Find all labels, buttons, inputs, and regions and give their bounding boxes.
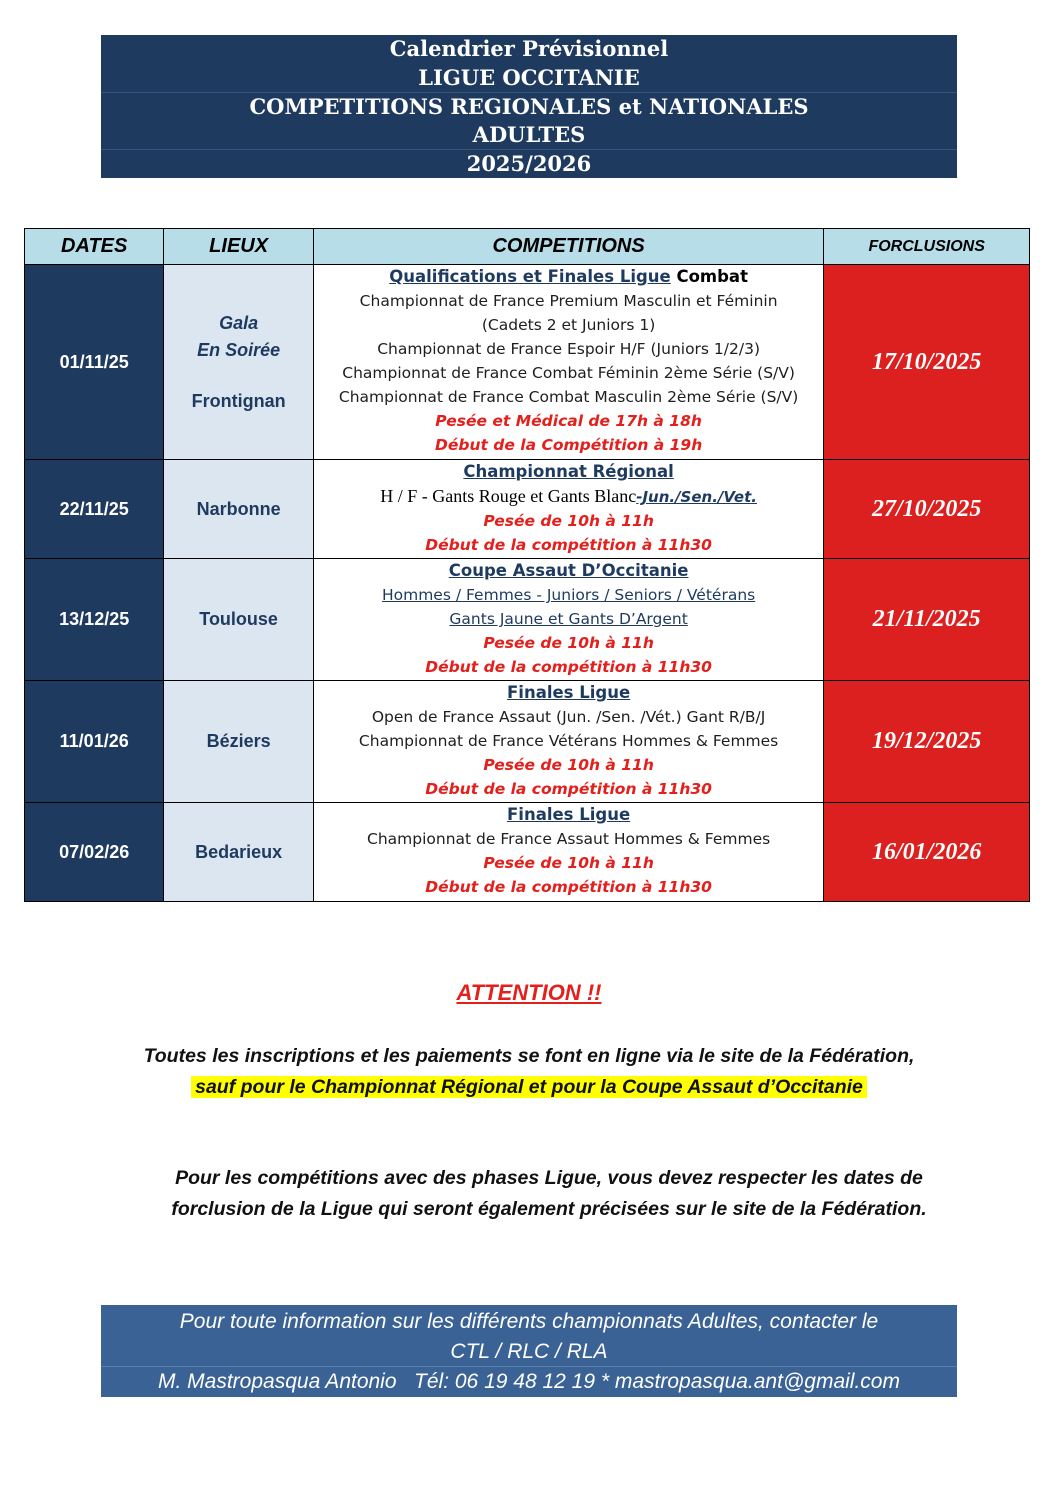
competition-line: H / F - Gants Rouge et Gants Blanc-Jun./Sen./Vet. (380, 486, 757, 506)
competition-line: Hommes / Femmes - Juniors / Seniors / Vétérans (381, 586, 756, 604)
start-time: Début de la compétition à 11h30 (425, 536, 712, 554)
table-row (25, 803, 1030, 902)
table-header-row (25, 229, 1030, 265)
header-forclusions: FORCLUSIONS (824, 229, 1030, 265)
competition-title: Finales Ligue (507, 683, 631, 702)
table-row (25, 559, 1030, 681)
notice-line: Pour les compétitions avec des phases Ligue, vous devez respecter les dates de (175, 1167, 923, 1189)
start-time: Début de la compétition à 11h30 (425, 878, 712, 896)
row-forclusion: 27/10/2025 (824, 460, 1030, 559)
competition-line: Championnat de France Vétérans Hommes & Femmes (358, 732, 779, 750)
contact-line-2: CTL / RLC / RLA (450, 1340, 608, 1363)
competition-line: Championnat de France Combat Masculin 2ème Série (S/V) (338, 388, 799, 406)
attention-heading: ATTENTION !! (456, 980, 602, 1005)
row-competitions (313, 265, 824, 460)
row-forclusion: 19/12/2025 (824, 681, 1030, 803)
row-forclusion: 21/11/2025 (824, 559, 1030, 681)
row-date: 22/11/25 (25, 460, 164, 559)
title-line-2: LIGUE OCCITANIE (418, 65, 640, 90)
start-time: Début de la Compétition à 19h (434, 436, 703, 454)
start-time: Début de la compétition à 11h30 (425, 780, 712, 798)
weigh-in-time: Pesée de 10h à 11h (483, 756, 654, 774)
competition-line: Championnat de France Premium Masculin et Féminin (359, 292, 778, 310)
row-competitions (313, 803, 824, 902)
notice-paragraph-2 (20, 1163, 1058, 1225)
title-box (101, 35, 957, 178)
lieu-city: Frontignan (191, 390, 286, 411)
competition-line: Championnat de France Assaut Hommes & Femmes (367, 830, 771, 848)
table-row (25, 460, 1030, 559)
row-competitions (313, 460, 824, 559)
title-line-4: ADULTES (472, 122, 586, 147)
contact-box (101, 1305, 957, 1397)
row-lieu (164, 265, 313, 460)
row-date: 13/12/25 (25, 559, 164, 681)
contact-line-3: M. Mastropasqua Antonio Tél: 06 19 48 12 19 * mastropasqua.ant@gmail.com (158, 1370, 900, 1393)
weigh-in-time: Pesée de 10h à 11h (483, 512, 654, 530)
title-line-3: COMPETITIONS REGIONALES et NATIONALES (249, 94, 809, 119)
notice-line-highlighted: sauf pour le Championnat Régional et pour la Coupe Assaut d’Occitanie (0, 1072, 1058, 1103)
notice-line: forclusion de la Ligue qui seront également précisées sur le site de la Fédération. (171, 1198, 927, 1220)
row-date: 07/02/26 (25, 803, 164, 902)
title-line-5: 2025/2026 (466, 151, 592, 176)
lieu-gala: Gala (219, 312, 259, 333)
row-date: 01/11/25 (25, 265, 164, 460)
competition-title: Coupe Assaut D’Occitanie (448, 561, 689, 580)
weigh-in-time: Pesée de 10h à 11h (483, 854, 654, 872)
row-lieu: Narbonne (164, 460, 313, 559)
title-line-1: Calendrier Prévisionnel (389, 36, 669, 61)
weigh-in-time: Pesée de 10h à 11h (483, 634, 654, 652)
competition-line: Gants Jaune et Gants D’Argent (449, 610, 688, 628)
start-time: Début de la compétition à 11h30 (425, 658, 712, 676)
row-competitions (313, 681, 824, 803)
lieu-soiree: En Soirée (197, 339, 281, 360)
row-lieu: Bedarieux (164, 803, 313, 902)
row-lieu: Toulouse (164, 559, 313, 681)
table-row (25, 681, 1030, 803)
competition-title: Qualifications et Finales Ligue Combat (389, 267, 748, 286)
header-competitions: COMPETITIONS (313, 229, 824, 265)
competition-line: Championnat de France Combat Féminin 2ème Série (S/V) (342, 364, 795, 382)
row-forclusion: 16/01/2026 (824, 803, 1030, 902)
row-date: 11/01/26 (25, 681, 164, 803)
competition-title: Championnat Régional (463, 462, 674, 481)
notice-line: Toutes les inscriptions et les paiements se font en ligne via le site de la Fédération, (143, 1045, 915, 1067)
competition-line: Open de France Assaut (Jun. /Sen. /Vét.) Gant R/B/J (371, 708, 766, 726)
header-dates: DATES (25, 229, 164, 265)
competition-title: Finales Ligue (507, 805, 631, 824)
row-lieu: Béziers (164, 681, 313, 803)
notice-paragraph-1 (0, 1041, 1058, 1103)
contact-line-1: Pour toute information sur les différents championnats Adultes, contacter le (179, 1310, 879, 1333)
calendar-table (24, 228, 1030, 902)
competition-line: Championnat de France Espoir H/F (Juniors 1/2/3) (377, 340, 761, 358)
header-lieux: LIEUX (164, 229, 313, 265)
row-competitions (313, 559, 824, 681)
weigh-in-time: Pesée et Médical de 17h à 18h (435, 412, 702, 430)
competition-line: (Cadets 2 et Juniors 1) (481, 316, 656, 334)
row-forclusion: 17/10/2025 (824, 265, 1030, 460)
table-row (25, 265, 1030, 460)
